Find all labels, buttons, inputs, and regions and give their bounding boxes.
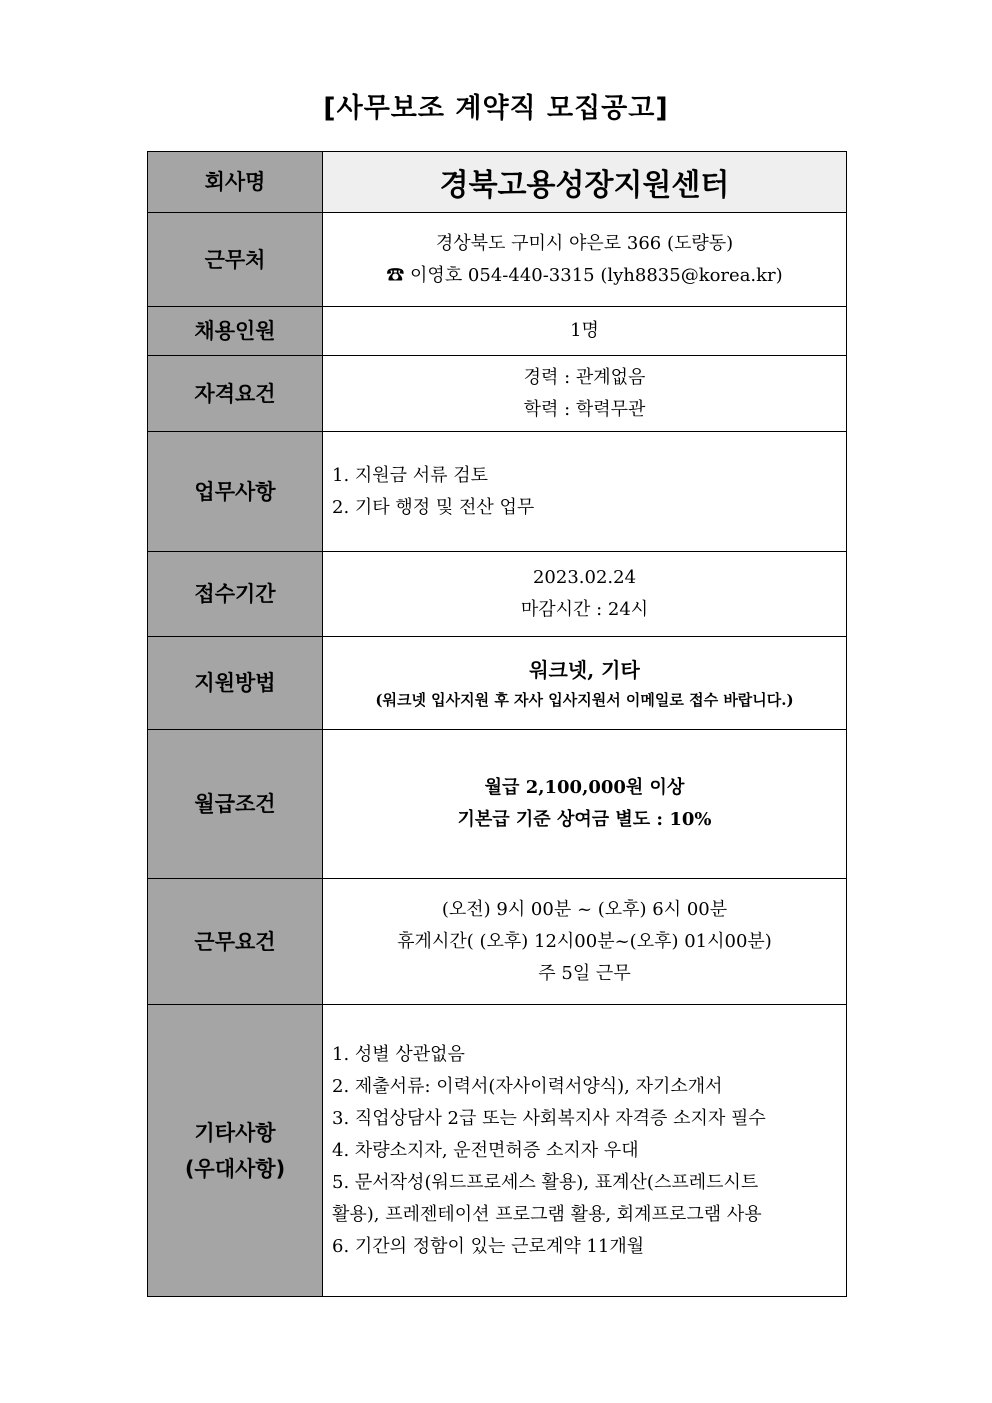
row-method <box>148 637 847 730</box>
label-company: 회사명 <box>148 152 323 213</box>
etc-item: 5. 문서작성(워드프로세스 활용), 표계산(스프레드시트 <box>332 1171 759 1193</box>
duty-item: 2. 기타 행정 및 전산 업무 <box>332 496 535 518</box>
duties-value <box>323 432 847 552</box>
label-method: 지원방법 <box>148 637 323 730</box>
method-main: 워크넷, 기타 <box>529 658 640 682</box>
period-date: 2023.02.24 <box>532 567 637 588</box>
row-duties <box>148 432 847 552</box>
salary-monthly: 월급 2,100,000원 이상 <box>484 777 685 798</box>
period-value <box>323 552 847 637</box>
row-company <box>148 152 847 213</box>
etc-value <box>323 1005 847 1297</box>
row-workplace <box>148 213 847 307</box>
row-headcount <box>148 307 847 356</box>
etc-item: 6. 기간의 정함이 있는 근로계약 11개월 <box>332 1235 645 1257</box>
row-etc <box>148 1005 847 1297</box>
row-salary <box>148 730 847 879</box>
conditions-break: 휴게시간( (오후) 12시00분~(오후) 01시00분) <box>397 930 772 952</box>
etc-item: 1. 성별 상관없음 <box>332 1043 465 1065</box>
label-salary: 월급조건 <box>148 730 323 879</box>
method-value <box>323 637 847 730</box>
job-posting-table <box>147 151 847 1297</box>
conditions-days: 주 5일 근무 <box>538 962 631 984</box>
row-period <box>148 552 847 637</box>
phone-icon: ☎ <box>386 264 405 286</box>
workplace-value <box>323 213 847 307</box>
etc-item: 2. 제출서류: 이력서(자사이력서양식), 자기소개서 <box>332 1075 723 1097</box>
label-duties: 업무사항 <box>148 432 323 552</box>
qualification-value <box>323 356 847 432</box>
label-workplace: 근무처 <box>148 213 323 307</box>
label-headcount: 채용인원 <box>148 307 323 356</box>
label-qualification: 자격요건 <box>148 356 323 432</box>
method-note: (워크넷 입사지원 후 자사 입사지원서 이메일로 접수 바랍니다.) <box>375 691 794 709</box>
etc-item: 3. 직업상담사 2급 또는 사회복지사 자격증 소지자 필수 <box>332 1107 766 1129</box>
workplace-contact: 이영호 054-440-3315 (lyh8835@korea.kr) <box>410 264 783 286</box>
period-deadline: 마감시간 : 24시 <box>520 599 649 620</box>
salary-value <box>323 730 847 879</box>
conditions-value <box>323 879 847 1005</box>
workplace-contact-line <box>323 260 846 292</box>
qualification-education: 학력 : 학력무관 <box>523 398 646 420</box>
etc-item: 활용), 프레젠테이션 프로그램 활용, 회계프로그램 사용 <box>332 1203 762 1225</box>
qualification-career: 경력 : 관계없음 <box>523 366 646 388</box>
row-qualification <box>148 356 847 432</box>
duty-item: 1. 지원금 서류 검토 <box>332 464 489 486</box>
headcount-value: 1명 <box>323 307 847 356</box>
row-conditions <box>148 879 847 1005</box>
label-etc-main: 기타사항 <box>194 1120 276 1145</box>
etc-item: 4. 차량소지자, 운전면허증 소지자 우대 <box>332 1139 639 1161</box>
label-etc <box>148 1005 323 1297</box>
label-period: 접수기간 <box>148 552 323 637</box>
conditions-hours: (오전) 9시 00분 ~ (오후) 6시 00분 <box>441 898 728 920</box>
company-name: 경북고용성장지원센터 <box>323 152 847 213</box>
label-etc-sub: (우대사항) <box>184 1156 286 1181</box>
page-title: [사무보조 계약직 모집공고] <box>323 93 669 124</box>
salary-bonus: 기본급 기준 상여금 별도 : 10% <box>457 809 712 830</box>
workplace-address: 경상북도 구미시 야은로 366 (도량동) <box>435 232 734 254</box>
label-conditions: 근무요건 <box>148 879 323 1005</box>
